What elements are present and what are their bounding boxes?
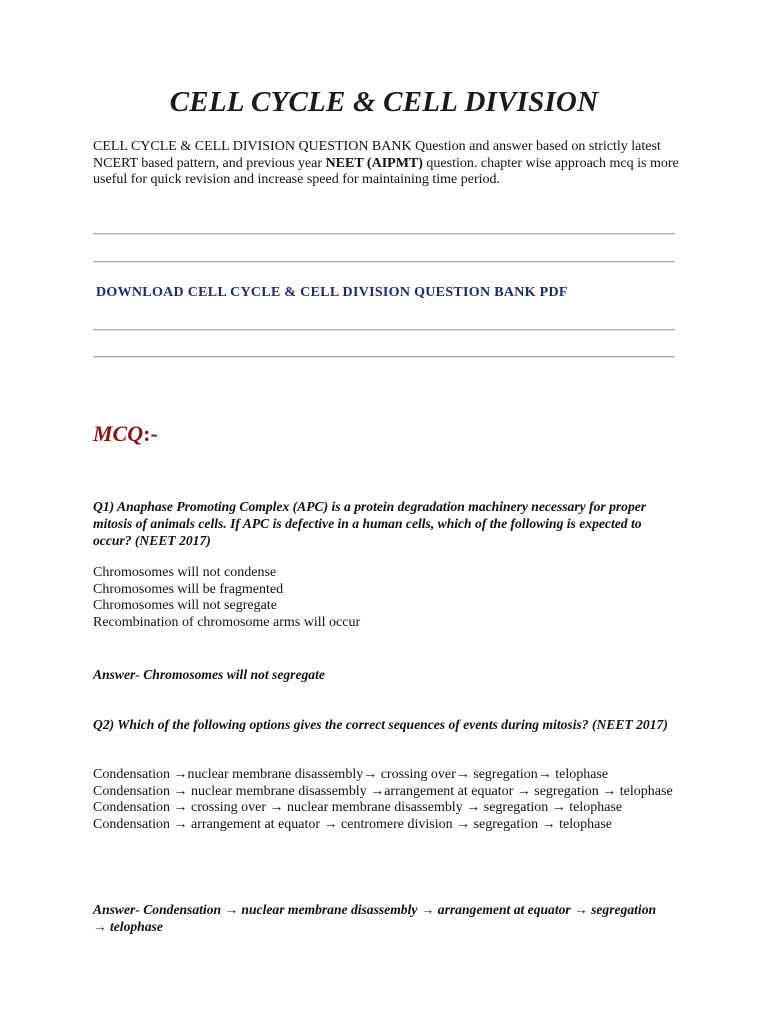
- answer-2: Answer- Condensation → nuclear membrane disassembly → arrangement at equator → segregation → telophase: [93, 902, 657, 934]
- option: Condensation → arrangement at equator → centromere division → segregation → telophase: [93, 817, 613, 833]
- mcq-heading-text: MCQ: [93, 421, 144, 446]
- intro-text-2: question. chapter wise approach mcq is more useful for quick revision and increase speed for maintaining time period.: [93, 155, 679, 187]
- divider: [93, 233, 675, 235]
- divider: [93, 261, 675, 263]
- question-1-options: [93, 565, 683, 632]
- intro-text-1: CELL CYCLE & CELL DIVISION QUESTION BANK Question and answer based on strictly latest NCERT based pattern, and previous year: [93, 139, 661, 171]
- mcq-heading-suffix: :-: [143, 421, 158, 446]
- option: Condensation →nuclear membrane disassembly→ crossing over→ segregation→ telophase: [93, 767, 609, 782]
- question-2-options: [93, 767, 683, 834]
- question-2: Q2) Which of the following options gives the correct sequences of events during mitosis? (NEET 2017): [93, 717, 668, 732]
- option: Chromosomes will be fragmented: [93, 581, 284, 597]
- mcq-heading: [93, 421, 158, 447]
- option: Condensation → nuclear membrane disassembly →arrangement at equator → segregation → telophase: [93, 783, 673, 799]
- intro-paragraph: [93, 139, 683, 189]
- question-1: Q1) Anaphase Promoting Complex (APC) is a protein degradation machinery necessary for proper mitosis of animals cells. If APC is defective in a human cells, which of the following is expected to occur? (NEET 2017): [93, 499, 647, 548]
- answer-1: Answer- Chromosomes will not segregate: [93, 667, 325, 682]
- option: Chromosomes will not segregate: [93, 598, 277, 614]
- intro-bold-exam: NEET (AIPMT): [325, 155, 423, 171]
- option: Recombination of chromosome arms will occur: [93, 615, 361, 631]
- option: Chromosomes will not condense: [93, 565, 277, 580]
- divider: [93, 329, 675, 331]
- option: Condensation → crossing over → nuclear membrane disassembly → segregation → telophase: [93, 800, 623, 816]
- page-title: CELL CYCLE & CELL DIVISION: [169, 86, 599, 118]
- download-pdf-link[interactable]: DOWNLOAD CELL CYCLE & CELL DIVISION QUESTION BANK PDF: [96, 285, 568, 300]
- divider: [93, 356, 675, 358]
